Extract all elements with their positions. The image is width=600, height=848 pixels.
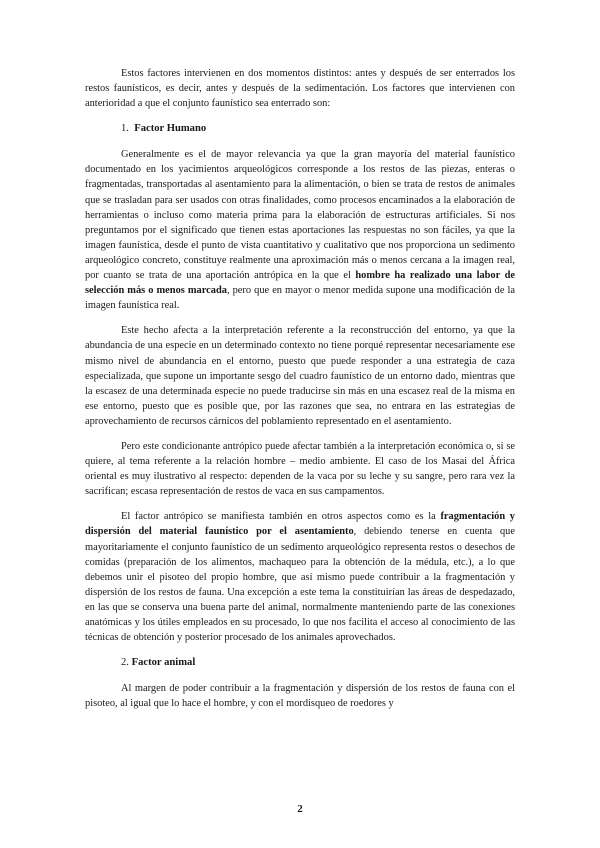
section-heading-animal-factor [85, 655, 515, 670]
paragraph-text: Pero este condicionante antrópico puede afectar también a la interpretación económica o, si se quiere, al tema referente a la relación hombre – medio ambiente. El caso de los Masai del África oriental es muy ilustrativo al respecto: dependen de la vaca por su leche y su sangre, pero rara vez la sacrifican; escasa representación de restos de vaca en sus campamentos. [85, 440, 515, 498]
paragraph-environment [85, 323, 515, 429]
section-title: Factor animal [131, 657, 196, 669]
intro-paragraph [85, 66, 515, 111]
paragraph-fragmentation [85, 509, 515, 645]
paragraph-relevance [85, 147, 515, 313]
paragraph-text: Este hecho afecta a la interpretación referente a la reconstrucción del entorno, ya que la abundancia de una especie en un determinado contexto no tiene porqué representar necesariamente ese mismo nivel de abundancia en el entorno, puesto que puede responder a una estrategia de caza especializada, que supone un importante sesgo del cuadro faunístico de un entorno dado, mientras que la escasez de una determinada especie no puede traducirse sin más en una escasez real de la misma en ese entorno, puesto que es posible que, por las razones que sea, no entrara en las estrategias de aprovechamiento de recursos cárnicos del poblamiento representado en el asentamiento. [85, 325, 515, 427]
paragraph-text: Generalmente es el de mayor relevancia ya que la gran mayoría del material faunístico documentado en los yacimientos arqueológicos corresponde a los restos de las piezas, enteras o fragmentadas, transportadas al asentamiento para la alimentación, o bien se trata de restos de animales que se trasladan para ser usados con otras finalidades, como procesos encaminados a la elaboración de herramientas o incluso como materia prima para la elaboración de estructuras artificiales. Si nos preguntamos por el significado que tienen estas aportaciones las respuestas no son fáciles, ya que la imagen faunística, desde el punto de vista cuantitativo y cualitativo que nos proporciona un sedimento arqueológico concreto, constituye realmente una aproximación más o menos cercana a la imagen real, por cuanto se trata de una aportación antrópica en la que el [85, 149, 515, 282]
body-text [85, 66, 515, 721]
paragraph-economic [85, 439, 515, 499]
paragraph-text: , debiendo tenerse en cuenta que mayoritariamente el conjunto faunístico de un sedimento arqueológico representa restos o desechos de comidas (preparación de los alimentos, machaqueo para la obtención de la médula, etc.), a lo que debemos unir el pisoteo del propio hombre, que así mismo puede contribuir a la fragmentación y dispersión de los restos de fauna. Una excepción a este tema la constituirían las áreas de despedazado, en las que se conserva una buena parte del animal, normalmente manteniendo parte de las conexiones anatómicas y los útiles empleados en su procesado, lo que nos facilita el acceso al conocimiento de las técnicas de obtención y posterior procesado de los animales aprovechados. [85, 526, 515, 644]
paragraph-text: Al margen de poder contribuir a la fragmentación y dispersión de los restos de fauna con el pisoteo, al igual que lo hace el hombre, y con el mordisqueo de roedores y [85, 683, 515, 710]
section-title: Factor Humano [134, 123, 207, 135]
intro-text: Estos factores intervienen en dos momentos distintos: antes y después de ser enterrados los restos faunísticos, es decir, antes y después de la sedimentación. Los factores que intervienen con anterioridad a que el conjunto faunístico sea enterrado son: [85, 68, 515, 110]
emphasis-text: hombre ha realizado una labor de selección más o menos marcada [85, 270, 515, 297]
emphasis-text: fragmentación y dispersión del material faunístico por el asentamiento [85, 511, 515, 538]
section-number: 2. [121, 657, 129, 669]
paragraph-text: , pero que en mayor o menor medida supone una modificación de la imagen faunística real. [85, 285, 516, 312]
paragraph-animal [85, 681, 515, 711]
page-number: 2 [297, 803, 303, 815]
section-heading-human-factor [85, 121, 515, 136]
section-number: 1. [121, 123, 129, 135]
paragraph-text: El factor antrópico se manifiesta también en otros aspectos como es la [121, 511, 441, 523]
